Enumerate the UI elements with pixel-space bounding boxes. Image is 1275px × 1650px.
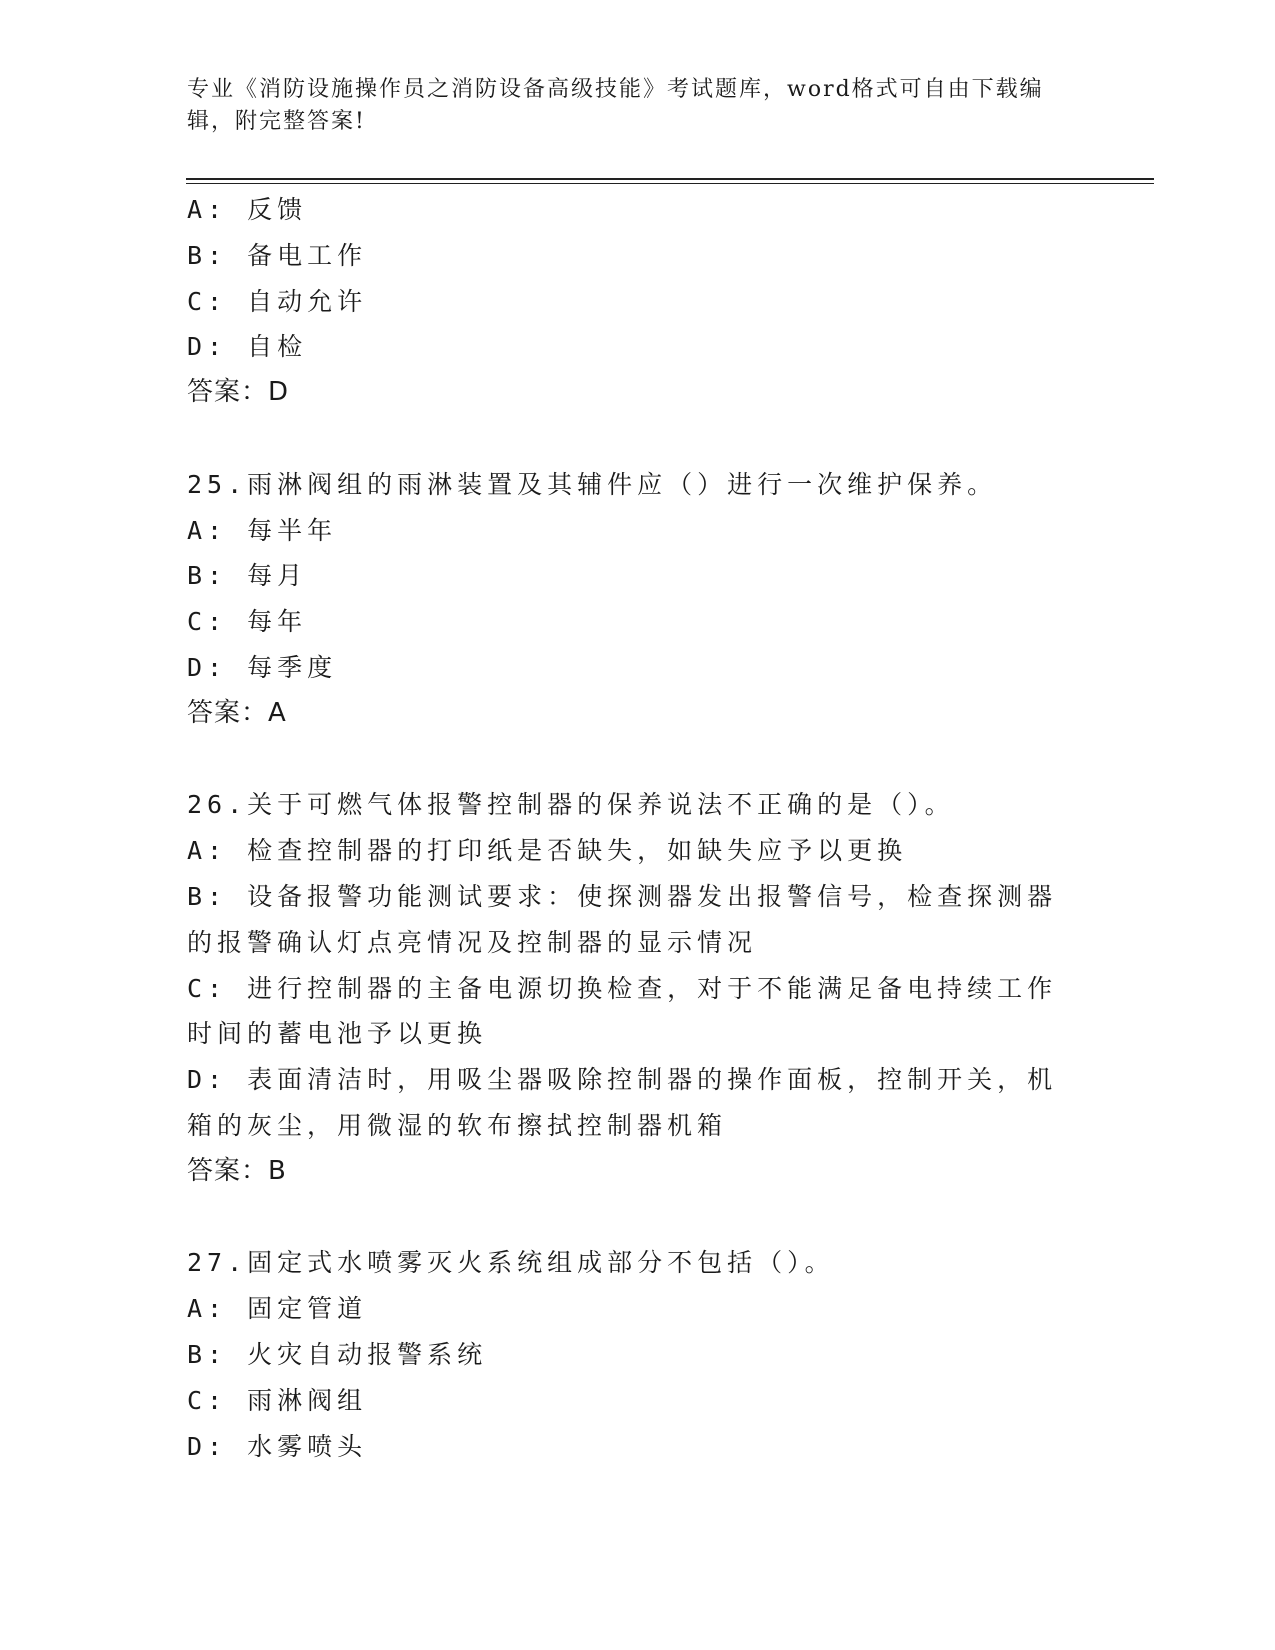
q25-option-d: D: 每季度 [187,652,338,682]
document-header: 专业《消防设施操作员之消防设备高级技能》考试题库，word格式可自由下载编辑，附完整答案! [187,77,1044,134]
spacer [187,416,1087,462]
question-content [187,187,1087,1469]
q26-option-c: C: 进行控制器的主备电源切换检查，对于不能满足备电持续工作时间的蓄电池予以更换 [187,973,1058,1049]
q24-answer: 答案：D [187,377,290,408]
q26-question: 26.关于可燃气体报警控制器的保养说法不正确的是（）。 [187,790,955,820]
q24-option-a: A: 反馈 [187,195,308,224]
q27-option-c: C: 雨淋阀组 [187,1385,368,1415]
q26-option-a: A: 检查控制器的打印纸是否缺失，如缺失应予以更换 [187,836,908,866]
q26-option-b: B: 设备报警功能测试要求：使探测器发出报警信号，检查探测器的报警确认灯点亮情况及控制器的显示情况 [187,881,1058,957]
q24-option-c: C: 自动允许 [187,286,368,316]
q27-option-a: A: 固定管道 [187,1294,368,1324]
q25-option-c: C: 每年 [187,607,308,637]
spacer [187,737,1087,783]
q27-question: 27.固定式水喷雾灭火系统组成部分不包括（）。 [187,1248,835,1278]
question-26-block [187,782,1087,1194]
q27-option-d: D: 水雾喷头 [187,1431,368,1461]
spacer [187,1195,1087,1241]
q26-answer: 答案：B [187,1155,287,1186]
q25-answer: 答案：A [187,697,287,728]
q25-option-b: B: 每月 [187,561,308,591]
q26-option-d: D: 表面清洁时，用吸尘器吸除控制器的操作面板，控制开关，机箱的灰尘，用微湿的软布擦拭控制器机箱 [187,1065,1058,1140]
question-25-block [187,462,1087,737]
question-24-block [187,187,1087,416]
header-rule-thin [186,183,1154,184]
q24-option-b: B: 备电工作 [187,240,368,270]
q24-option-d: D: 自检 [187,332,308,362]
q25-option-a: A: 每半年 [187,515,338,545]
header-rule [186,178,1154,180]
q27-option-b: B: 火灾自动报警系统 [187,1339,488,1369]
question-27-block [187,1240,1087,1469]
q25-question: 25.雨淋阀组的雨淋装置及其辅件应（）进行一次维护保养。 [187,469,998,499]
